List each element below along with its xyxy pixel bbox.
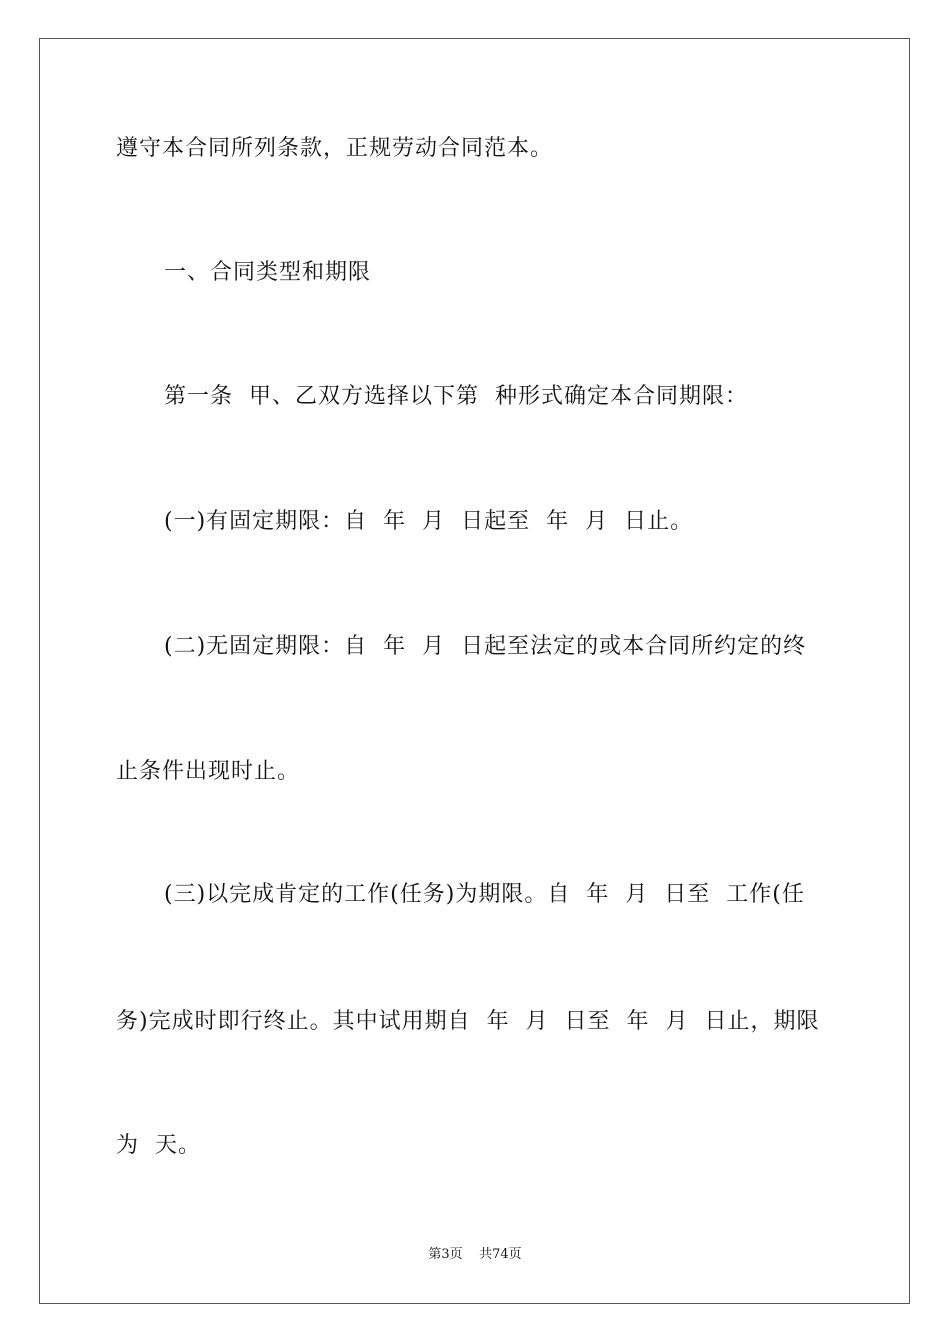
task-term-line-1: (三)以完成肯定的工作(任务)为期限。自 年 月 日至 工作(任 bbox=[164, 882, 805, 907]
task-term-line-2: 务)完成时即行终止。其中试用期自 年 月 日至 年 月 日止，期限 bbox=[116, 1009, 820, 1034]
open-term-line-2: 止条件出现时止。 bbox=[116, 759, 301, 784]
section-heading: 一、合同类型和期限 bbox=[164, 260, 372, 285]
body-line-1: 遵守本合同所列条款，正规劳动合同范本。 bbox=[116, 136, 554, 161]
page-number-footer: 第3页 共74页 bbox=[428, 1247, 522, 1262]
article-one-line: 第一条 甲、乙双方选择以下第 种形式确定本合同期限： bbox=[164, 384, 748, 409]
task-term-line-3: 为 天。 bbox=[116, 1133, 201, 1158]
page-border bbox=[39, 38, 910, 1304]
open-term-line-1: (二)无固定期限：自 年 月 日起至法定的或本合同所约定的终 bbox=[164, 634, 807, 659]
fixed-term-line: (一)有固定期限：自 年 月 日起至 年 月 日止。 bbox=[164, 509, 694, 534]
